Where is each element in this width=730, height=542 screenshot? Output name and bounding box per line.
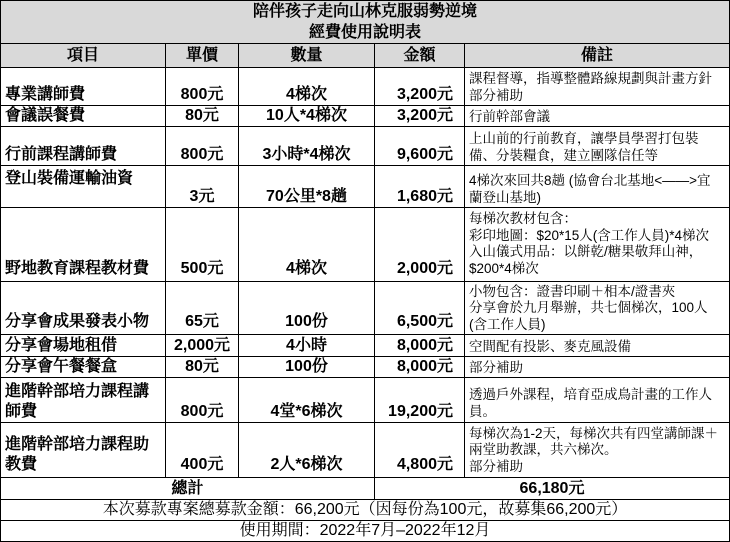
unit-price: 80元	[185, 358, 219, 375]
notes-cell	[465, 208, 730, 282]
unit-price-cell	[166, 208, 239, 282]
item-cell	[1, 106, 166, 127]
title-band	[1, 1, 730, 44]
unit-price-cell	[166, 282, 239, 335]
note-line: 透過戶外課程，培育亞成鳥計畫的工作人	[469, 387, 712, 402]
unit-price: 65元	[185, 313, 219, 330]
amount: 3,200元	[396, 107, 453, 124]
quantity: 4小時	[286, 337, 327, 354]
amount-cell	[375, 127, 465, 166]
item-name: 分享會場地租借	[5, 337, 118, 354]
column-header-item	[1, 44, 166, 68]
usage-period-cell	[1, 521, 730, 542]
unit-price-cell	[166, 357, 239, 378]
item-cell	[1, 357, 166, 378]
amount: 8,000元	[396, 337, 453, 354]
note-line: $200*4梯次	[469, 260, 539, 276]
note-line: (含工作人員)	[469, 316, 546, 332]
item-name: 野地教育課程教材費	[5, 260, 150, 277]
item-name: 登山裝備運輸油資	[5, 170, 134, 187]
usage-period: 使用期間：2022年7月–2022年12月	[239, 522, 491, 539]
unit-price-cell	[166, 378, 239, 423]
item-cell	[1, 423, 166, 478]
note-line: 4梯次來回共8趟 (協會台北基地<——>宜	[469, 173, 711, 188]
amount-cell	[375, 423, 465, 478]
header-label: 金額	[403, 46, 436, 64]
quantity-cell	[239, 166, 375, 208]
note-line: 行前幹部會議	[469, 108, 550, 124]
quantity: 3小時*4梯次	[262, 146, 351, 163]
amount-cell	[375, 357, 465, 378]
amount: 8,000元	[396, 358, 453, 375]
notes-cell	[465, 357, 730, 378]
quantity: 100份	[285, 358, 328, 375]
quantity: 100份	[285, 313, 328, 330]
quantity: 4梯次	[286, 260, 327, 277]
fundraising-summary: 本次募款專案總募款金額：66,200元（因每份為100元，故募集66,200元）	[102, 501, 628, 518]
amount-cell	[375, 106, 465, 127]
amount-cell	[375, 378, 465, 423]
column-header-notes	[465, 44, 730, 68]
unit-price: 800元	[180, 86, 224, 103]
quantity-cell	[239, 357, 375, 378]
column-header-amount	[375, 44, 465, 68]
item-cell	[1, 208, 166, 282]
quantity: 2人*6梯次	[270, 456, 343, 473]
quantity-cell	[239, 106, 375, 127]
amount: 2,000元	[396, 260, 453, 277]
header-label: 單價	[185, 46, 218, 64]
note-line: 部分補助	[469, 359, 523, 375]
document-subtitle: 經費使用說明表	[308, 24, 421, 41]
quantity-cell	[239, 282, 375, 335]
amount-cell	[375, 335, 465, 357]
note-line: 員。	[469, 403, 496, 419]
fundraising-summary-cell	[1, 500, 730, 521]
document-title: 陪伴孩子走向山林克服弱勢逆境	[252, 3, 477, 20]
amount: 3,200元	[396, 86, 453, 103]
unit-price-cell	[166, 127, 239, 166]
header-label: 數量	[290, 46, 323, 64]
amount: 19,200元	[388, 403, 453, 420]
note-line: 每梯次為1-2天，每梯次共有四堂講師課＋	[469, 425, 719, 441]
header-label: 項目	[66, 46, 99, 64]
total-amount-cell	[375, 478, 730, 500]
quantity-cell	[239, 335, 375, 357]
column-header-unit-price	[166, 44, 239, 68]
unit-price-cell	[166, 423, 239, 478]
item-name: 進階幹部培力課程助教費	[5, 436, 150, 473]
unit-price-cell	[166, 166, 239, 208]
note-line: 蘭登山基地)	[469, 189, 541, 205]
column-header-quantity	[239, 44, 375, 68]
note-line: 部分補助	[469, 458, 523, 474]
amount: 6,500元	[396, 313, 453, 330]
note-line: 課程督導，指導整體路線規劃與計畫方針	[469, 71, 712, 86]
item-name: 專業講師費	[5, 86, 86, 103]
amount-cell	[375, 282, 465, 335]
item-cell	[1, 68, 166, 106]
notes-cell	[465, 335, 730, 357]
notes-cell	[465, 282, 730, 335]
note-line: 小物包含：證書印刷＋相本/證書夾	[469, 283, 676, 299]
unit-price: 80元	[185, 107, 219, 124]
note-line: 上山前的行前教育，讓學員學習打包裝	[469, 131, 699, 146]
amount: 9,600元	[396, 146, 453, 163]
quantity: 10人*4梯次	[266, 107, 347, 124]
item-name: 分享會午餐餐盒	[5, 358, 118, 375]
notes-cell	[465, 127, 730, 166]
unit-price: 400元	[180, 456, 224, 473]
unit-price-cell	[166, 106, 239, 127]
header-label: 備註	[580, 46, 613, 64]
note-line: 入山儀式用品：以餅乾/糖果敬拜山神，	[469, 244, 703, 259]
quantity-cell	[239, 423, 375, 478]
item-cell	[1, 166, 166, 208]
unit-price: 800元	[180, 146, 224, 163]
unit-price: 2,000元	[173, 337, 231, 354]
amount: 1,680元	[396, 188, 453, 205]
quantity-cell	[239, 68, 375, 106]
item-cell	[1, 335, 166, 357]
item-cell	[1, 378, 166, 423]
note-line: 空間配有投影、麥克風設備	[469, 338, 631, 354]
item-name: 行前課程講師費	[5, 146, 118, 163]
unit-price: 3元	[189, 188, 215, 205]
item-cell	[1, 282, 166, 335]
note-line: 每梯次教材包含：	[469, 211, 577, 226]
total-label-cell	[1, 478, 375, 500]
item-name: 分享會成果發表小物	[5, 313, 150, 330]
notes-cell	[465, 166, 730, 208]
amount: 4,800元	[396, 456, 453, 473]
notes-cell	[465, 378, 730, 423]
item-name: 會議誤餐費	[5, 107, 86, 124]
total-amount: 66,180元	[519, 479, 585, 497]
quantity-cell	[239, 378, 375, 423]
amount-cell	[375, 68, 465, 106]
unit-price-cell	[166, 68, 239, 106]
unit-price-cell	[166, 335, 239, 357]
quantity: 4堂*6梯次	[270, 403, 343, 420]
unit-price: 500元	[180, 260, 224, 277]
total-label: 總計	[171, 479, 204, 497]
unit-price: 800元	[180, 403, 224, 420]
amount-cell	[375, 208, 465, 282]
quantity-cell	[239, 208, 375, 282]
notes-cell	[465, 106, 730, 127]
note-line: 分享會於九月舉辦，共七個梯次，100人	[469, 300, 708, 315]
amount-cell	[375, 166, 465, 208]
quantity: 70公里*8趟	[266, 188, 347, 205]
quantity: 4梯次	[286, 86, 327, 103]
quantity-cell	[239, 127, 375, 166]
note-line: 備、分裝糧食，建立團隊信任等	[469, 147, 658, 163]
item-cell	[1, 127, 166, 166]
notes-cell	[465, 68, 730, 106]
note-line: 彩印地圖：$20*15人(含工作人員)*4梯次	[469, 227, 710, 243]
note-line: 部分補助	[469, 87, 523, 103]
item-name: 進階幹部培力課程講師費	[5, 383, 150, 420]
note-line: 兩堂助教課，共六梯次。	[469, 442, 618, 457]
notes-cell	[465, 423, 730, 478]
